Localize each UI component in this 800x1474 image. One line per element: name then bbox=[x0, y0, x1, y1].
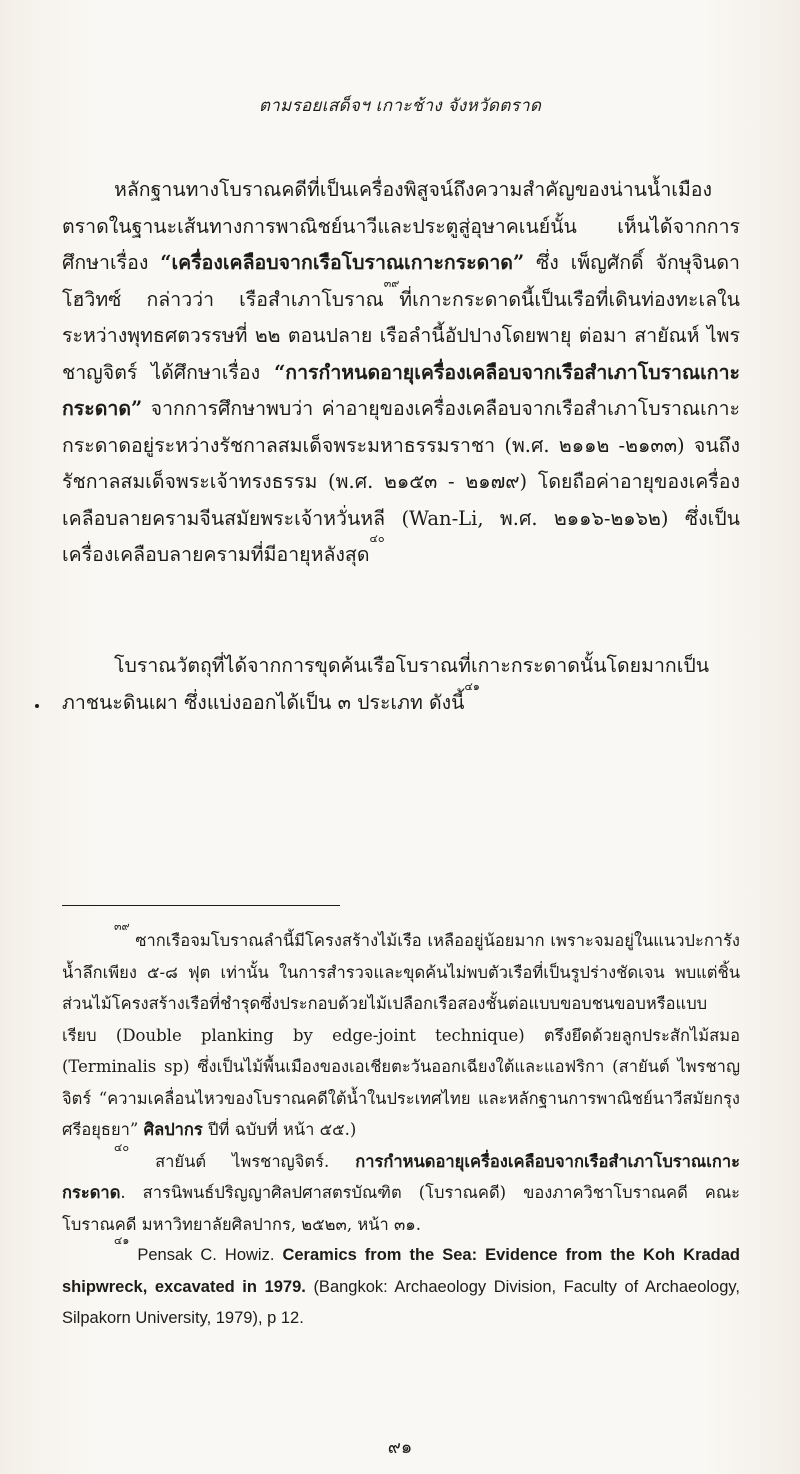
footnote-39-number: ๓๙ bbox=[114, 920, 130, 933]
paragraph-1-text-d: ที่เกาะกระดาดนี้เป็นเรือที่เดินท่องทะเลในระหว่างพุทธศตวรรษที่ ๒๒ ตอนปลาย เรือลำนี้อัปปางโดยพายุ ต่อมา สายัณห์ ไพรชาญจิตร์ ได้ศึกษาเรื่อง bbox=[62, 287, 740, 384]
page-number: ๙๑ bbox=[387, 1437, 413, 1458]
footnote-40 bbox=[62, 1140, 740, 1241]
footnote-ref-41: ๔๑ bbox=[464, 679, 480, 693]
running-header: ตามรอยเสด็จฯ เกาะช้าง จังหวัดตราด bbox=[258, 96, 542, 116]
footnote-ref-39: ๓๙ bbox=[383, 276, 400, 290]
margin-dot bbox=[35, 704, 39, 708]
footnote-40-number: ๔๐ bbox=[114, 1140, 130, 1154]
footnote-39-journal: ศิลปากร bbox=[143, 1120, 203, 1139]
footnote-40-title: การกำหนดอายุเครื่องเคลือบจากเรือสำเภาโบราณเกาะกระดาด bbox=[62, 1151, 740, 1202]
footnote-41-details: (Bangkok: Archaeology Division, Faculty of Archaeology, Silpakorn University, 1979), p 12. bbox=[62, 1277, 740, 1327]
paragraph-1-text-f: จากการศึกษาพบว่า ค่าอายุของเครื่องเคลือบจากเรือสำเภาโบราณเกาะกระดาดอยู่ระหว่างรัชกาลสมเด็จพระมหาธรรมราชา (พ.ศ. ๒๑๑๒ -๒๑๓๓) จนถึงรัชกาลสมเด็จพระเจ้าทรงธรรม (พ.ศ. ๒๑๕๓ - ๒๑๗๙) โดยถือค่าอายุของเครื่องเคลือบลายครามจีนสมัยพระเจ้าหวั่นหลี (Wan-Li, พ.ศ. ๒๑๑๖-๒๑๖๒) ซึ่งเป็นเครื่องเคลือบลายครามที่มีอายุหลังสุด bbox=[62, 397, 740, 566]
footnote-41 bbox=[62, 1235, 740, 1335]
paragraph-1-text-c: ซึ่ง เพ็ญศักดิ์ จักษุจินดา โฮวิทซ์ กล่าวว่า เรือสำเภาโบราณ bbox=[62, 251, 741, 311]
footnote-39 bbox=[62, 920, 740, 1146]
footnote-40-author: สายันต์ ไพรชาญจิตร์. bbox=[129, 1151, 356, 1171]
footnotes bbox=[62, 920, 740, 1335]
paragraph-2-text: โบราณวัตถุที่ได้จากการขุดค้นเรือโบราณที่เกาะกระดาดนั้นโดยมากเป็นภาชนะดินเผา ซึ่งแบ่งออกได้เป็น ๓ ประเภท ดังนี้ bbox=[62, 654, 710, 714]
footnote-separator bbox=[62, 905, 340, 906]
footnote-39-tail: ปีที่ ฉบับที่ หน้า ๕๕.) bbox=[202, 1120, 357, 1139]
paragraph-1-title-2: “การกำหนดอายุเครื่องเคลือบจากเรือสำเภาโบราณเกาะกระดาด” bbox=[62, 360, 740, 420]
footnote-40-details: . สารนิพนธ์ปริญญาศิลปศาสตรบัณฑิต (โบราณคดี) ของภาควิชาโบราณคดี คณะโบราณคดี มหาวิทยาลัยศิลปากร, ๒๕๒๓, หน้า ๓๑. bbox=[62, 1183, 740, 1234]
paragraph-1-title-1: “เครื่องเคลือบจากเรือโบราณเกาะกระดาด” bbox=[160, 251, 525, 274]
footnote-41-number: ๔๑ bbox=[114, 1235, 130, 1247]
footnote-41-author: Pensak C. Howiz. bbox=[129, 1246, 283, 1264]
paragraph-1 bbox=[62, 172, 740, 574]
paragraph-2 bbox=[62, 648, 740, 721]
footnote-41-title: Ceramics from the Sea: Evidence from the Koh Kradad shipwreck, excavated in 1979. bbox=[62, 1246, 740, 1296]
paragraph-1-text-a: หลักฐานทางโบราณคดีที่เป็นเครื่องพิสูจน์ถึงความสำคัญของน่านน้ำเมืองตราดในฐานะเส้นทางการพาณิชย์นาวีและประตูสู่อุษาคเนย์นั้น เห็นได้จากการศึกษาเรื่อง bbox=[62, 178, 740, 274]
footnote-39-text: ซากเรือจมโบราณลำนี้มีโครงสร้างไม้เรือ เหลืออยู่น้อยมาก เพราะจมอยู่ในแนวปะการัง น้ำลึกเพียง ๕-๘ ฟุต เท่านั้น ในการสำรวจและขุดค้นไม่พบตัวเรือที่เป็นรูปร่างชัดเจน พบแต่ชิ้นส่วนไม้โครงสร้างเรือที่ชำรุดซึ่งประกอบด้วยไม้เปลือกเรือสองชั้นต่อแบบขอบชนขอบหรือแบบเรียบ (Double planking by edge-joint technique) ตรึงยึดด้วยลูกประสักไม้สมอ (Terminalis sp) ซึ่งเป็นไม้พื้นเมืองของเอเชียตะวันออกเฉียงใต้และแอฟริกา (สายันต์ ไพรชาญจิตร์ “ความเคลื่อนไหวของโบราณคดีใต้น้ำในประเทศไทย และหลักฐานการพาณิชย์นาวีสมัยกรุงศรีอยุธยา” bbox=[62, 931, 740, 1139]
footnote-ref-40: ๔๐ bbox=[369, 532, 385, 545]
